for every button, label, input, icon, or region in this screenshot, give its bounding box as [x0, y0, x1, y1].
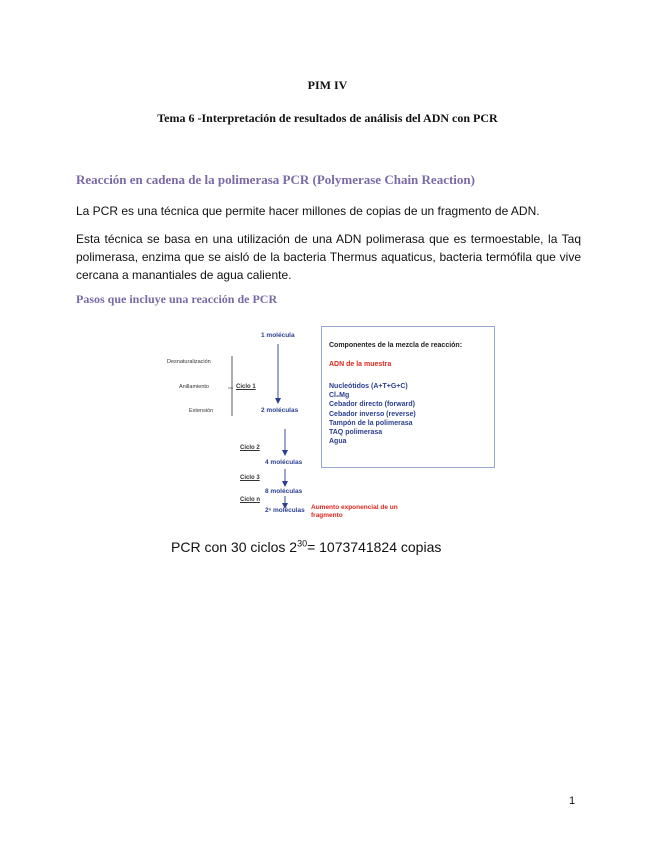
paragraph-taq: Esta técnica se basa en una utilización de una ADN polimerasa que es termoestable, la Taq polimerasa, enzima que se aisló de la bacteria Thermus aquaticus, bacteria termófila que vive cercana a manantiales de agua caliente. [76, 232, 581, 282]
step-label-annealing: Anillamiento [179, 384, 209, 390]
component-item: Cl₂Mg [329, 392, 350, 400]
component-item: Nucleótidos (A+T+G+C) [329, 383, 408, 390]
cycle-label-1: Ciclo 1 [236, 384, 256, 390]
paragraph-intro: La PCR es una técnica que permite hacer millones de copias de un fragmento de ADN. [76, 204, 540, 218]
molecule-count-1: 1 molécula [261, 332, 295, 339]
molecule-count-2: 2 moléculas [261, 407, 299, 414]
step-label-denaturation: Desnaturalización [167, 359, 211, 365]
component-item: Cebador directo (forward) [329, 401, 415, 409]
arrow-head-3 [282, 481, 288, 487]
cycle-label-n: Ciclo n [240, 497, 261, 503]
pcr-diagram [163, 326, 498, 566]
component-item: Agua [329, 438, 347, 446]
pcr-copies-formula [171, 539, 441, 555]
component-item: TAQ polimerasa [329, 429, 383, 437]
cycle-label-3: Ciclo 3 [240, 475, 260, 481]
molecule-count-2n: 2ⁿ moléculas [265, 507, 305, 514]
component-item: Tampón de la polimerasa [329, 419, 413, 427]
formula-exponent: 30 [297, 538, 308, 549]
components-box [321, 326, 495, 468]
formula-prefix: PCR con 30 ciclos 2 [171, 539, 298, 555]
document-topic-title: Tema 6 -Interpretación de resultados de análisis del ADN con PCR [157, 111, 498, 125]
section-heading: Reacción en cadena de la polimerasa PCR (Polymerase Chain Reaction) [76, 172, 475, 187]
page-number: 1 [569, 795, 576, 807]
arrow-head-2 [282, 450, 288, 456]
step-label-extension: Extensión [189, 408, 214, 414]
arrow-head-1 [275, 398, 281, 404]
molecule-count-8: 8 moléculas [265, 488, 303, 495]
components-title: Componentes de la mezcla de reacción: [329, 342, 463, 349]
steps-heading: Pasos que incluye una reacción de PCR [76, 292, 278, 306]
component-item: Cebador inverso (reverse) [329, 410, 416, 418]
document-course-title: PIM IV [307, 78, 348, 92]
components-sample: ADN de la muestra [329, 361, 392, 368]
formula-suffix: = 1073741824 copias [307, 539, 442, 555]
components-list [329, 382, 416, 446]
cycle-label-2: Ciclo 2 [240, 445, 260, 451]
exponential-note: Aumento exponencial de un fragmento [311, 504, 398, 519]
molecule-count-4: 4 moléculas [265, 459, 303, 466]
